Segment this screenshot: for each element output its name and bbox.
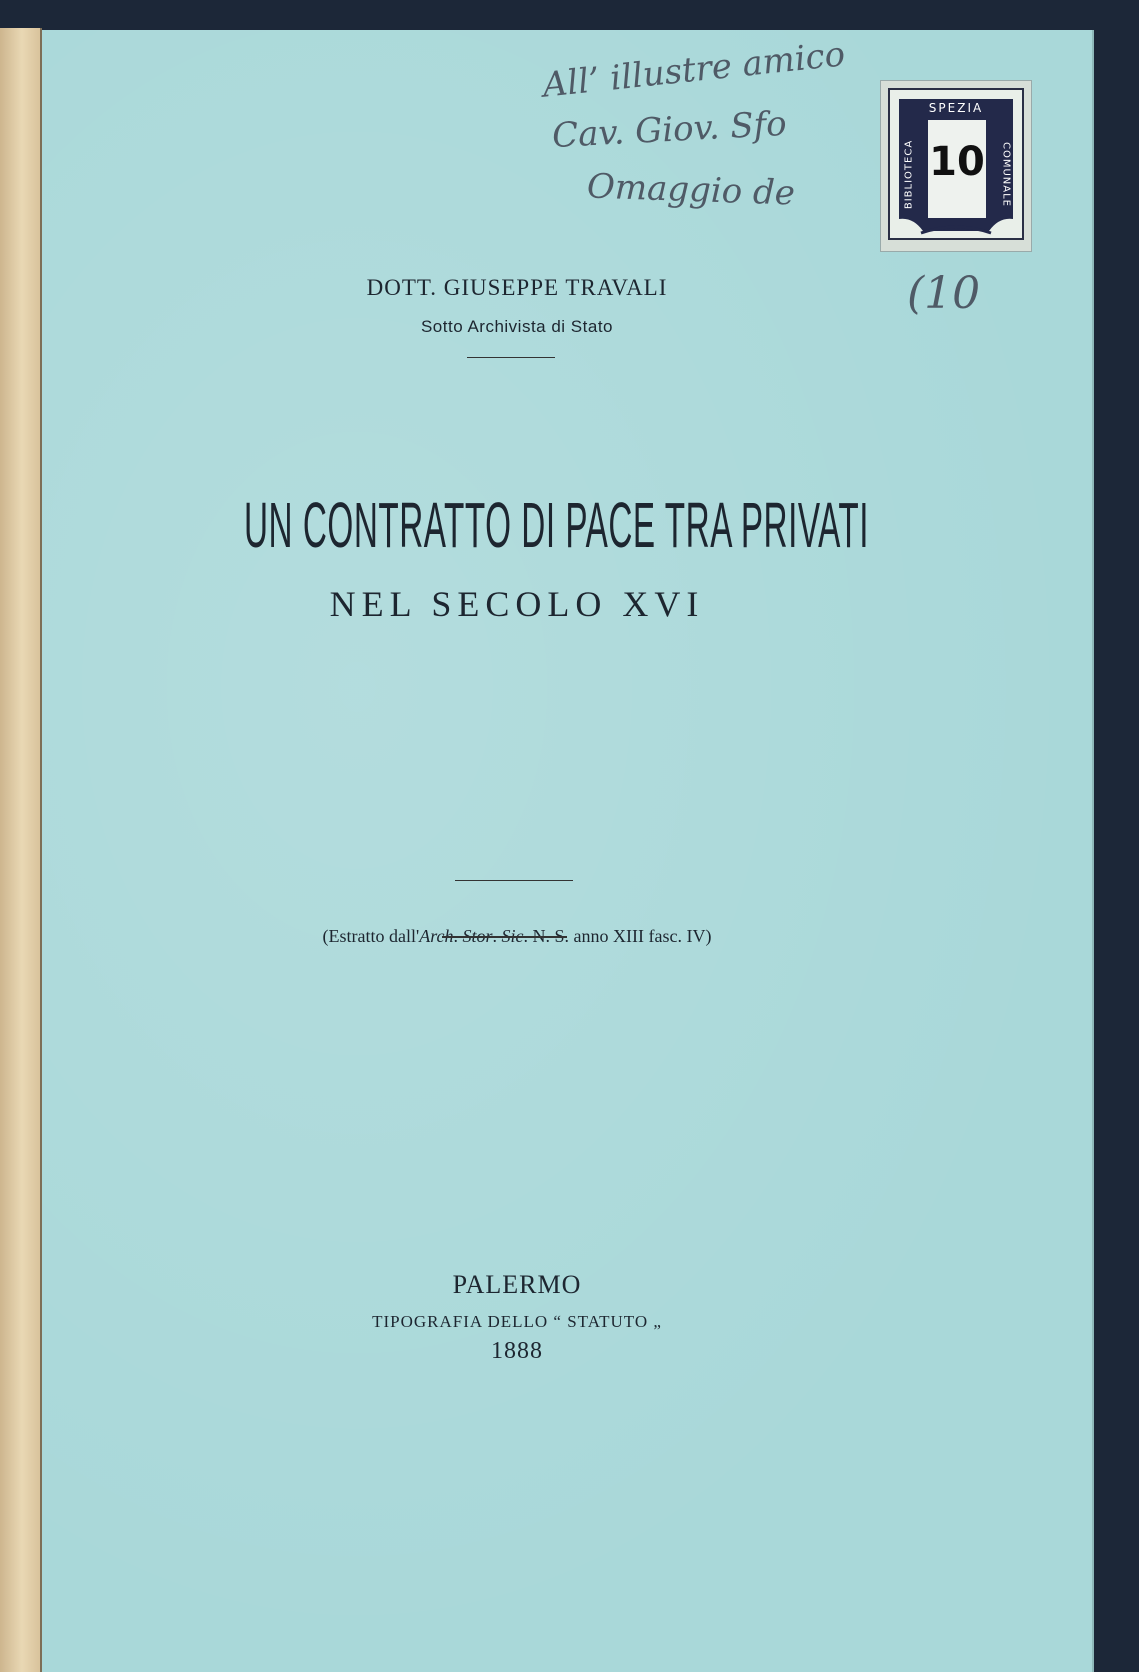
- library-stamp: [880, 80, 1032, 252]
- stamp-left-label: BIBLIOTECA: [903, 139, 915, 210]
- handwritten-dedication-line-1: All’ illustre amico: [540, 34, 847, 106]
- divider: [442, 936, 567, 938]
- imprint-year: 1888: [491, 1338, 543, 1364]
- divider: [467, 357, 555, 358]
- stamp-right-label: COMUNALE: [1000, 141, 1012, 207]
- stamp-number: 10: [929, 139, 985, 185]
- divider: [455, 880, 573, 881]
- handwritten-dedication-line-3: Omaggio de: [586, 166, 796, 214]
- imprint-city: PALERMO: [452, 1270, 582, 1299]
- handwritten-shelfmark: (10: [907, 268, 981, 319]
- subtitle: NEL SECOLO XVI: [329, 584, 705, 624]
- imprint-printer: TIPOGRAFIA DELLO “ STATUTO „: [372, 1312, 662, 1331]
- handwritten-dedication-line-2: Cav. Giov. Sfo: [551, 103, 788, 157]
- stamp-top-label: SPEZIA: [928, 101, 984, 115]
- author-name: DOTT. GIUSEPPE TRAVALI: [366, 275, 668, 300]
- document-cover: [42, 30, 1092, 1672]
- author-role: Sotto Archivista di Stato: [420, 317, 614, 336]
- main-title: UN CONTRATTO DI PACE TRA PRIVATI: [244, 489, 869, 561]
- extract-note: (Estratto dall'Arch. Stor. Sic. N. S. anno XIII fasc. IV): [322, 926, 712, 946]
